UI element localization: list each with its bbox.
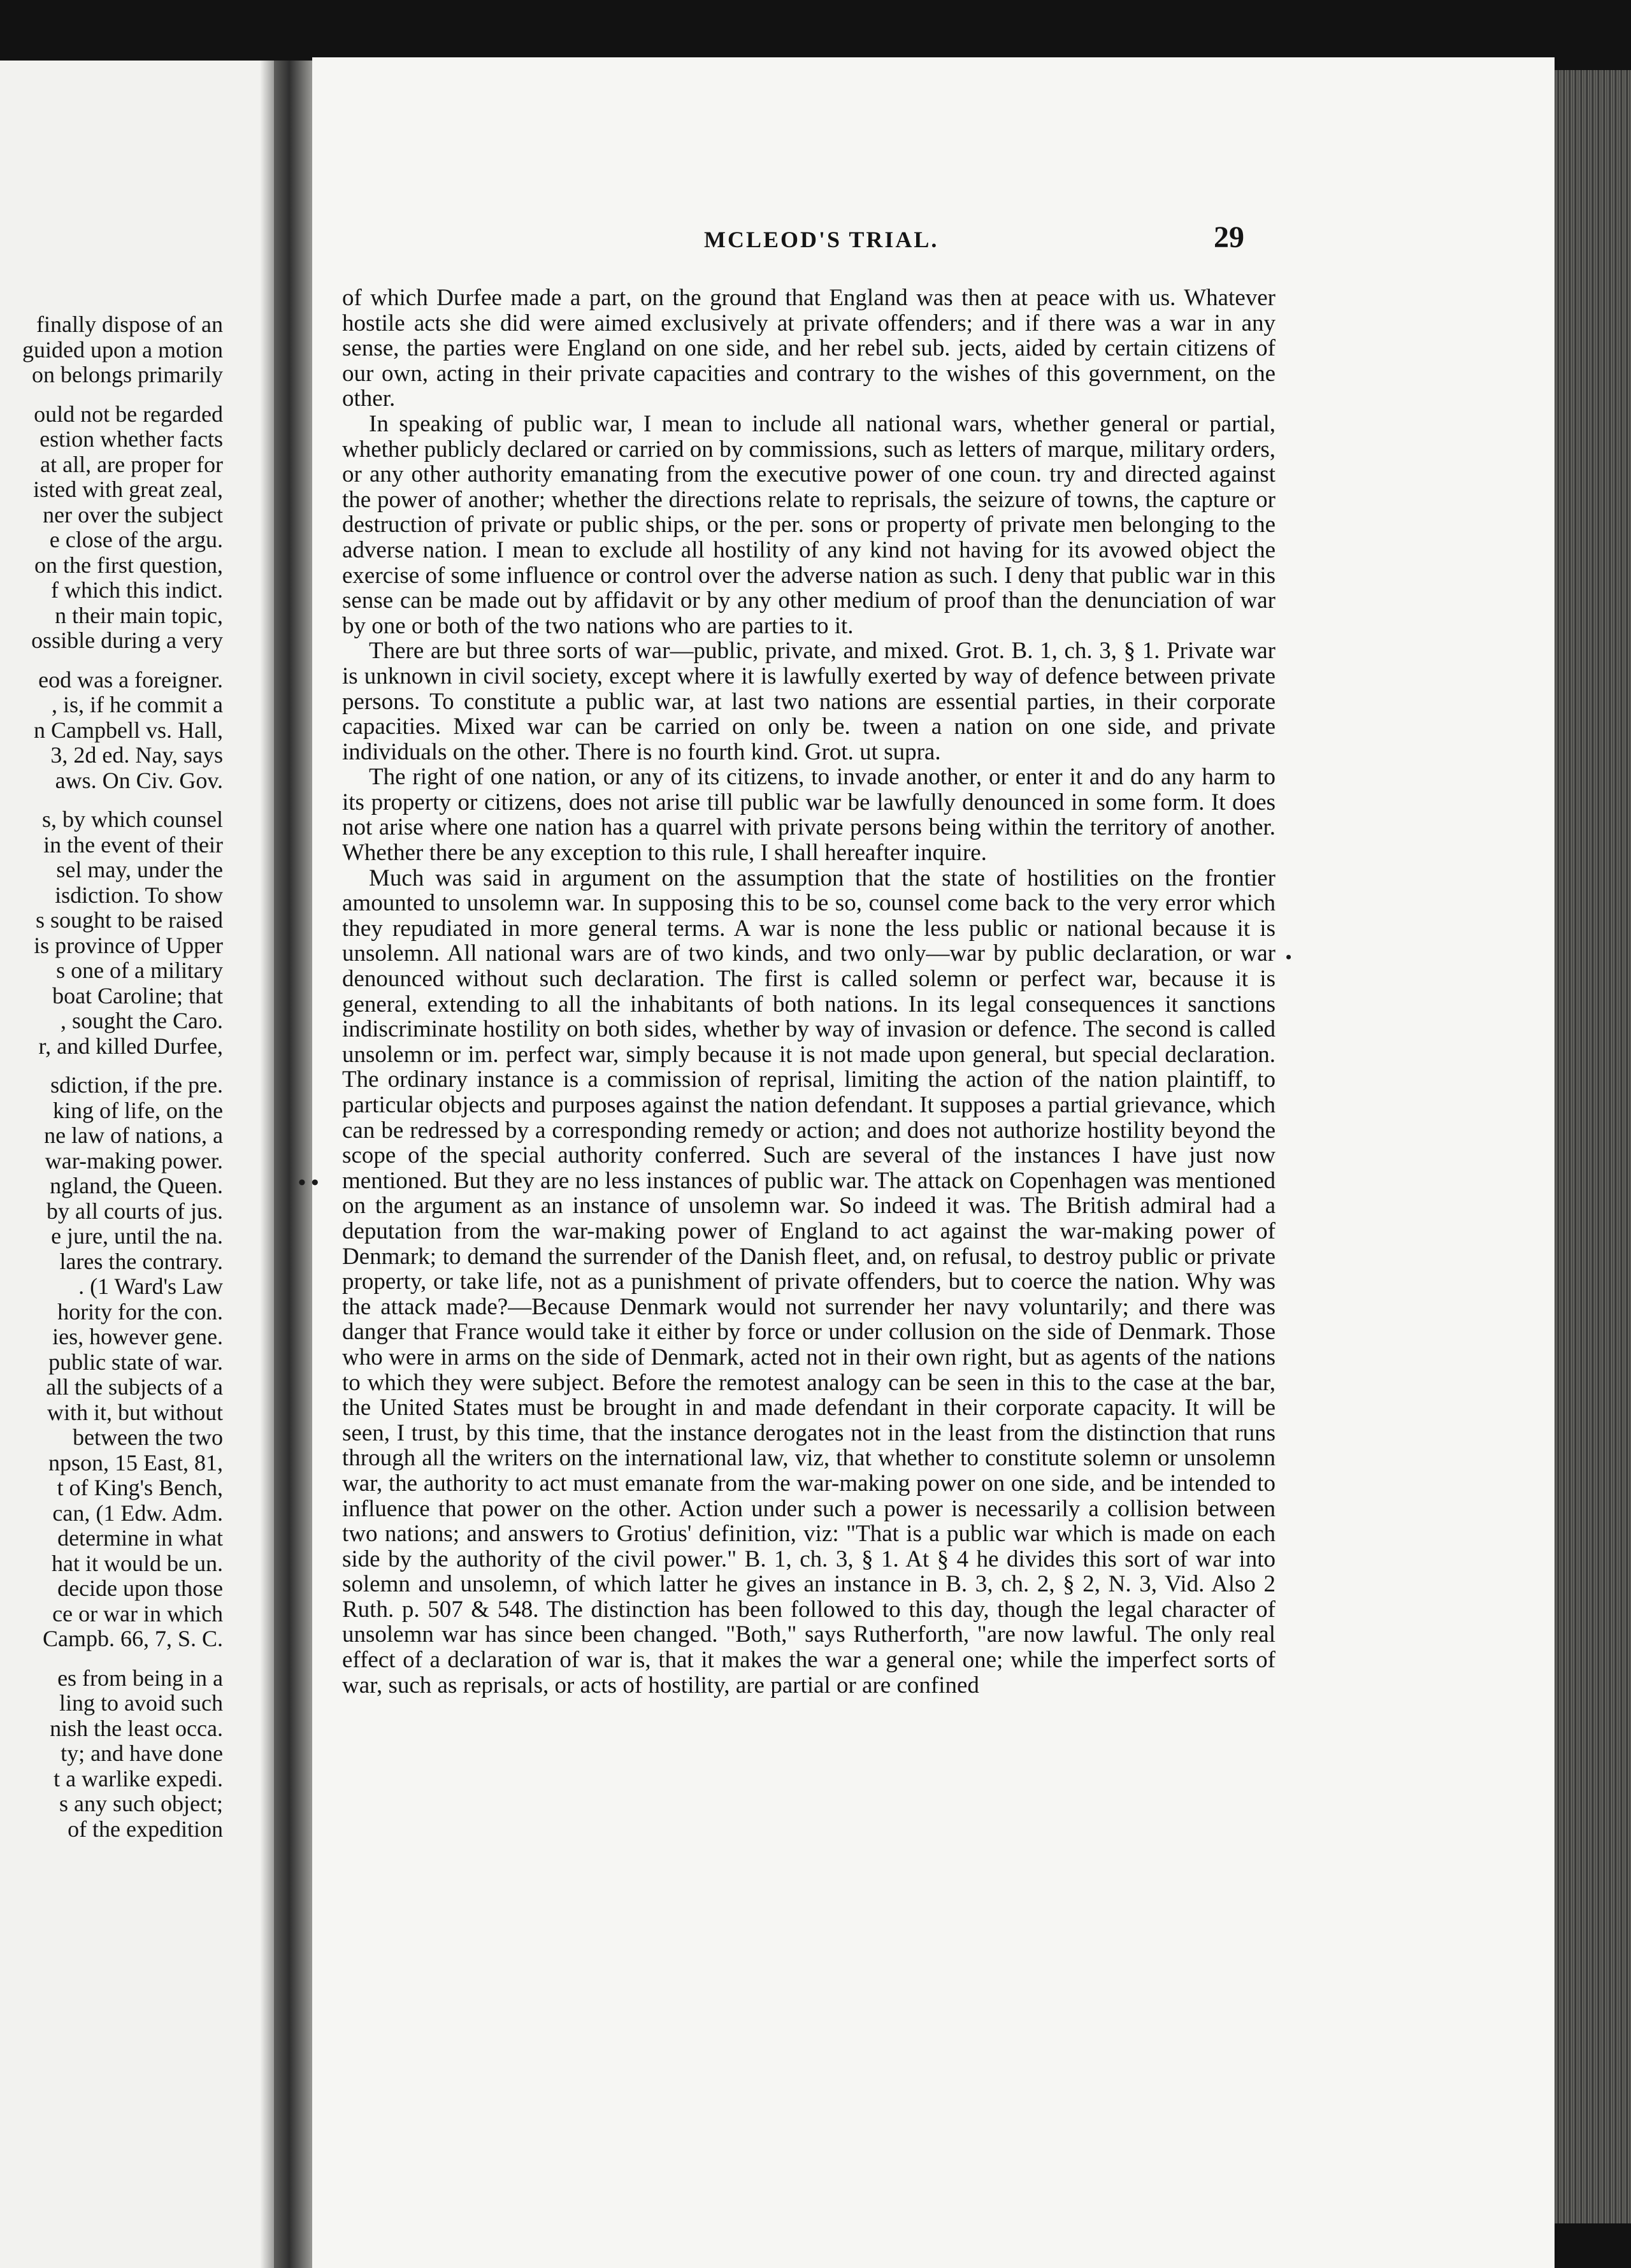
left-fragment: king of life, on the <box>53 1097 223 1123</box>
left-fragment: isted with great zeal, <box>33 477 223 502</box>
left-fragment-gap <box>22 654 223 668</box>
left-fragment: s, by which counsel <box>42 807 223 832</box>
paragraph: There are but three sorts of war—public, private, and mixed. Grot. B. 1, ch. 3, § 1. Private war is unknown in civil society, except where it is lawfully exerted by way of defence between private persons. To constitute a public war, at last two nations are essential parties, in their corporate capacities. Mixed war can be carried on only be. tween a nation on one side, and private individuals on the other. There is no fourth kind. Grot. ut supra. <box>342 638 1275 765</box>
left-fragment: , is, if he commit a <box>52 692 223 717</box>
left-fragment: ould not be regarded <box>34 401 223 427</box>
facing-left-page <box>0 61 274 2268</box>
left-fragment: ies, however gene. <box>52 1324 223 1349</box>
left-fragment: in the event of their <box>43 831 223 858</box>
left-fragment: all the subjects of a <box>46 1374 223 1400</box>
paragraph: Much was said in argument on the assumption that the state of hostilities on the frontier amounted to unsolemn war. In supposing this to be so, counsel come back to the very error which they repudiated in more general terms. A war is none the less public or national because it is unsolemn. All national wars are of two kinds, and two only—war by public declaration, or war denounced without such declaration. The first is called solemn or perfect war, because it is general, extending to all the inhabitants of both nations. In its legal consequences it sanctions indiscriminate hostility on both sides, whether by way of invasion or defence. The second is called unsolemn or im. perfect war, simply because it is not made upon general, but special declaration. The ordinary instance is a commission of reprisal, limiting the action of the nation plaintiff, to particular objects and purposes against the nation defendant. It supposes a partial grievance, which can be redressed by a corresponding remedy or action; and does not authorize hostility beyond the scope of the special authority conferred. Such are several of the instances I have just now mentioned. But they are no less instances of public war. The attack on Copenhagen was mentioned on the argument as an instance of unsolemn war. So indeed it was. The British admiral had a deputation from the war-making power of England to act against the war-making power of Denmark; to demand the surrender of the Danish fleet, and, on refusal, to destroy public or private property, or take life, not as a punishment of private offenders, but to coerce the nation. Why was the attack made?—Because Denmark would not surrender her navy voluntarily; and there was danger that France would take it either by force or under collusion on the side of Denmark. Those who were in arms on the side of Denmark, acted not in their own right, but as agents of the nations to which they were subject. Before the remotest analogy can be seen in this to the case at the bar, the United States must be brought in and made defendant in their corporate capacity. It will be seen, I trust, by this time, that the instance derogates not in the least from the distinction that runs through all the writers on the international law, viz, that whether to constitute solemn or unsolemn war, the authority to act must emanate from the war-making power on one side, and be intended to influence that power on the other. Action under such a power is necessarily a collision between two nations; and answers to Grotius' definition, viz: "That is a public war which is made on each side by the authority of the civil power." B. 1, ch. 3, § 1. At § 4 he divides this sort of war into solemn and unsolemn, of which latter he gives an instance in B. 3, ch. 2, § 2, N. 3, Vid. Also 2 Ruth. p. 507 & 548. The distinction has been followed to this day, though the legal character of unsolemn war has since been changed. "Both," says Rutherforth, "are now lawful. The only real effect of a declaration of war is, that it makes the war a general one; while the imperfect sorts of war, such as reprisals, or acts of hostility, are partial or are confined <box>342 865 1275 1698</box>
left-fragment: s one of a military <box>56 958 223 983</box>
left-fragment: es from being in a <box>57 1665 223 1691</box>
left-fragment: nish the least occa. <box>50 1715 223 1741</box>
gutter-shadow <box>260 61 274 2268</box>
paragraph: In speaking of public war, I mean to include all national wars, whether general or partial, whether publicly declared or carried on by commissions, such as letters of marque, military orders, or any other authority emanating from the executive power of one coun. try and directed against the power of another; whether the directions relate to reprisals, the seizure of towns, the capture or destruction of private or public ships, or the per. sons or property of private men belonging to the adverse nation. I mean to exclude all hostility of any kind not having for its avowed object the exercise of some influence or control over the adverse nation as such. I deny that public war in this sense can be made out by affidavit or by any other medium of proof than the denunciation of war by one or both of the two nations who are parties to it. <box>342 410 1275 639</box>
left-fragment: decide upon those <box>57 1575 223 1601</box>
left-fragment-gap <box>22 1059 223 1073</box>
left-fragment: npson, 15 East, 81, <box>48 1449 223 1475</box>
left-fragment: ling to avoid such <box>59 1690 223 1716</box>
left-fragment: f which this indict. <box>51 577 223 603</box>
left-fragment: hority for the con. <box>57 1298 223 1324</box>
left-fragment: ner over the subject <box>43 501 223 528</box>
left-fragment: is province of Upper <box>34 932 223 958</box>
left-fragment: estion whether facts <box>40 426 223 452</box>
left-fragment: 3, 2d ed. Nay, says <box>50 742 223 768</box>
left-fragment: sel may, under the <box>56 857 223 882</box>
left-fragment: guided upon a motion <box>22 336 223 362</box>
left-fragment: finally dispose of an <box>36 312 223 337</box>
left-fragment: . (1 Ward's Law <box>78 1274 223 1299</box>
left-fragment: s any such object; <box>59 1791 223 1816</box>
left-fragment: ossible during a very <box>31 628 223 653</box>
left-fragment: r, and killed Durfee, <box>38 1033 223 1059</box>
left-fragment: determine in what <box>57 1525 223 1551</box>
left-fragment: on belongs primarily <box>32 362 223 387</box>
left-fragment-gap <box>22 793 223 807</box>
left-fragment: , sought the Caro. <box>61 1008 223 1033</box>
left-fragment: at all, are proper for <box>40 451 223 477</box>
ink-dots: • • <box>298 1171 319 1195</box>
left-fragment-gap <box>22 1652 223 1666</box>
left-fragment: eod was a foreigner. <box>38 666 223 693</box>
left-fragment: ne law of nations, a <box>44 1123 223 1148</box>
left-fragment: ce or war in which <box>52 1600 223 1626</box>
page-edges <box>1555 70 1631 2223</box>
left-fragment: by all courts of jus. <box>47 1198 223 1224</box>
left-fragment: Campb. 66, 7, S. C. <box>42 1626 223 1651</box>
left-fragment: on the first question, <box>34 552 223 578</box>
left-fragment: of the expedition <box>68 1816 223 1842</box>
left-fragment: e close of the argu. <box>49 527 223 552</box>
left-fragment: boat Caroline; that <box>52 982 223 1008</box>
left-fragment-gap <box>22 388 223 402</box>
left-page-text-fragments <box>22 312 223 1842</box>
left-fragment: war-making power. <box>45 1147 223 1173</box>
left-fragment: between the two <box>73 1425 223 1450</box>
left-fragment: e jure, until the na. <box>51 1223 223 1249</box>
left-fragment: s sought to be raised <box>36 907 223 933</box>
left-fragment: t of King's Bench, <box>57 1475 223 1500</box>
left-fragment: ngland, the Queen. <box>50 1173 223 1198</box>
book-spine <box>274 61 312 2268</box>
left-fragment: ty; and have done <box>61 1740 223 1766</box>
left-fragment: sdiction, if the pre. <box>50 1072 223 1098</box>
paragraph: of which Durfee made a part, on the ground that England was then at peace with us. Whatever hostile acts she did were aimed exclusively at private offenders; and if there was a war in any sense, the parties were England on one side, and her rebel sub. jects, aided by certain citizens of our own, acting in their private capacities and contrary to the wishes of this government, on the other. <box>342 285 1275 412</box>
page-number: 29 <box>1214 220 1244 254</box>
left-fragment: n their main topic, <box>55 602 223 628</box>
paragraph: The right of one nation, or any of its citizens, to invade another, or enter it and do any harm to its property or citizens, does not arise till public war be lawfully denounced in some form. It does not arise where one nation has a quarrel with private persons being within the territory of another. Whether there be any exception to this rule, I shall hereafter inquire. <box>342 764 1275 866</box>
body-text <box>342 285 1275 1698</box>
left-fragment: t a warlike expedi. <box>54 1765 223 1791</box>
left-fragment: lares the contrary. <box>59 1248 223 1274</box>
left-fragment: n Campbell vs. Hall, <box>34 717 223 743</box>
left-fragment: public state of war. <box>48 1349 223 1375</box>
left-fragment: aws. On Civ. Gov. <box>55 767 223 793</box>
ink-speck: • <box>1286 948 1292 966</box>
left-fragment: with it, but without <box>47 1399 223 1425</box>
left-fragment: isdiction. To show <box>55 882 223 908</box>
left-fragment: can, (1 Edw. Adm. <box>52 1500 223 1526</box>
left-fragment: hat it would be un. <box>52 1550 223 1576</box>
running-title: MCLEOD'S TRIAL. <box>704 227 939 252</box>
